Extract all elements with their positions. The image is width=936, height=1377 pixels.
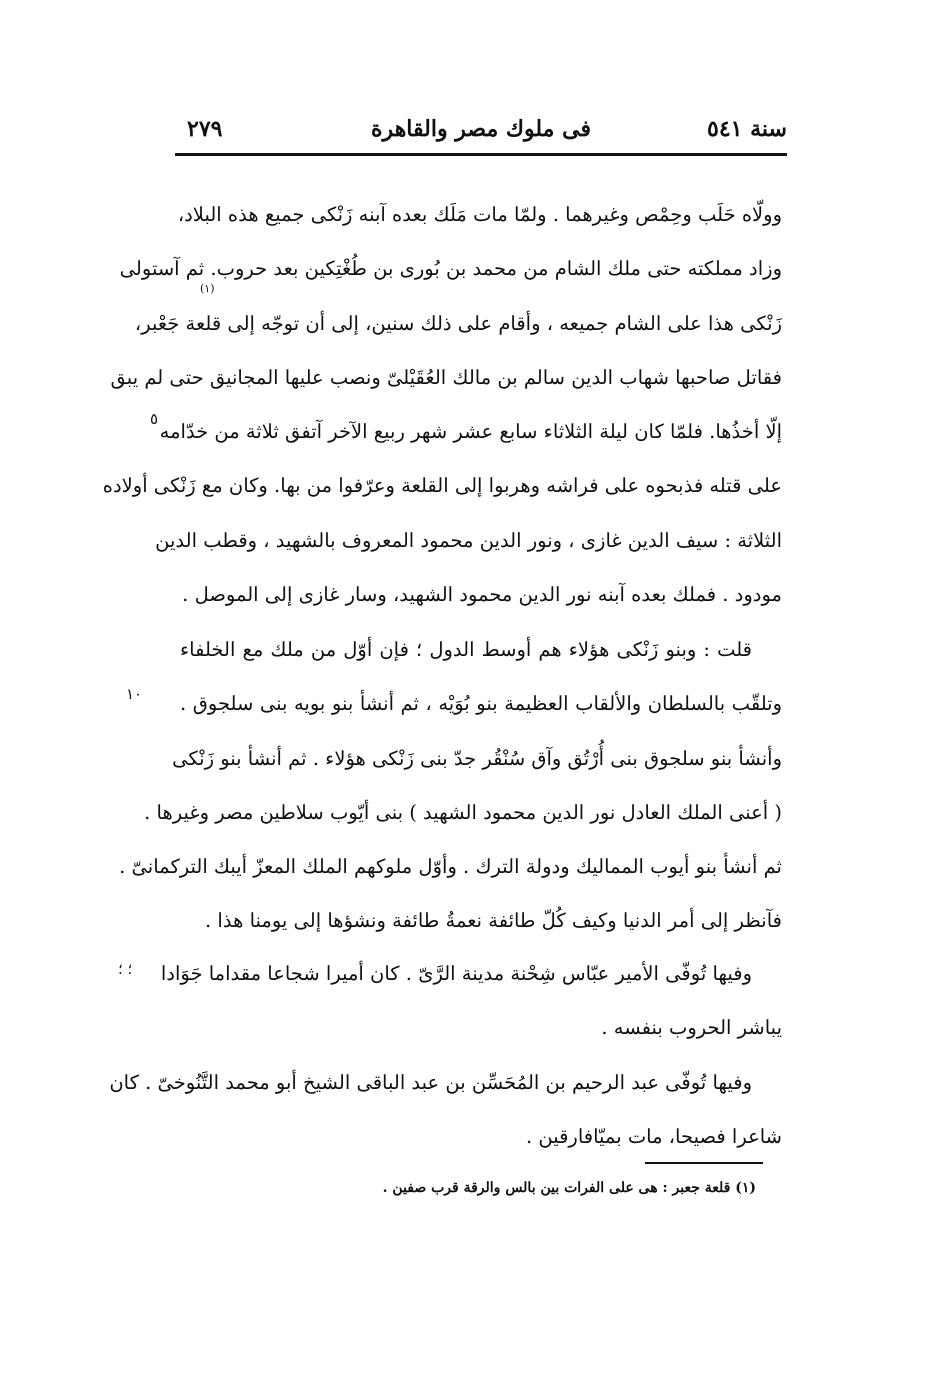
header-year: سنة ٥٤١ (707, 116, 787, 142)
text-line: فقاتل صاحبها شهاب الدين سالم بن مالك العُقَيْلىّ ونصب عليها المجانيق حتى لم يبق (110, 365, 782, 389)
text-line: الثلاثة : سيف الدين غازى ، ونور الدين محمود المعروف بالشهيد ، وقطب الدين (155, 528, 782, 552)
header-title: فى ملوك مصر والقاهرة (371, 116, 591, 142)
text-line: قلت : وبنو زَنْكى هؤلاء هم أوسط الدول ؛ فإن أوّل من ملك مع الخلفاء (180, 638, 752, 661)
margin-mark: ؛ ؛ (118, 960, 133, 978)
text-line: شاعرا فصيحا، مات بميّافارقين . (525, 1125, 782, 1149)
page-number: ٢٧٩ (187, 116, 223, 142)
footnote-rule (645, 1162, 763, 1164)
text-line: ( أعنى الملك العادل نور الدين محمود الشهيد ) بنى أيّوب سلاطين مصر وغيرها . (144, 800, 782, 824)
text-line: ثم أنشأ بنو أيوب المماليك ودولة الترك . وأوّل ملوكهم الملك المعزّ أيبك التركمانىّ . (119, 855, 782, 879)
text-line: وتلقّب بالسلطان والألقاب العظيمة بنو بُوَيْه ، ثم أنشأ بنو بويه بنى سلجوق . (180, 692, 782, 716)
header-rule (175, 153, 787, 156)
text-line: وولّاه حَلَب وحِمْص وغيرهما . ولمّا مات مَلَك بعده آبنه زَنْكى جميع هذه البلاد، (177, 203, 782, 226)
text-line: وفيها تُوفّى الأمير عبّاس شِحْنة مدينة الرَّىّ . كان أميرا شجاعا مقداما جَوَادا (160, 962, 752, 985)
paragraph-3 (160, 947, 782, 1056)
text-line: وزاد مملكته حتى ملك الشام من محمد بن بُورى بن طُغْتِكين بعد حروب. ثم آستولى (119, 257, 782, 281)
footnote: (١) قلعة جعبر : هى على الفرات بين بالس والرقة قرب صفين . (382, 1180, 756, 1196)
paragraph-4 (109, 1056, 782, 1165)
footnote-reference: (١) (200, 282, 215, 295)
text-line: مودود . فملك بعده آبنه نور الدين محمود الشهيد، وسار غازى إلى الموصل . (182, 583, 782, 607)
text-line: وأنشأ بنو سلجوق بنى أُرْتُق وآق سُنْقُر جدّ بنى زَنْكى هؤلاء . ثم أنشأ بنو زَنْكى (172, 746, 782, 770)
text-line: فآنظر إلى أمر الدنيا وكيف كُلّ طائفة نعمةُ طائفة ونشؤها إلى يومنا هذا . (205, 909, 782, 933)
paragraph-1 (102, 188, 782, 622)
text-line: زَنْكى هذا على الشام جميعه ، وأقام على ذلك سنين، إلى أن توجّه إلى قلعة جَعْبر، (134, 311, 782, 335)
page-header (175, 112, 787, 152)
text-line: يباشر الحروب بنفسه . (601, 1016, 782, 1040)
text-line: إلّا أخذُها. فلمّا كان ليلة الثلاثاء سابع عشر شهر ربيع الآخر آتفق ثلاثة من خدّامه (159, 420, 782, 444)
margin-line-number-5: ٥ (150, 410, 159, 428)
text-line: على قتله فذبحوه على فراشه وهربوا إلى القلعة وعرّفوا من بها. وكان مع زَنْكى أولاده (102, 474, 782, 498)
text-line: وفيها تُوفّى عبد الرحيم بن المُحَسِّن بن عبد الباقى الشيخ أبو محمد التَّنُوخىّ . كان (109, 1071, 752, 1094)
margin-line-number-10: ١٠ (126, 685, 143, 703)
